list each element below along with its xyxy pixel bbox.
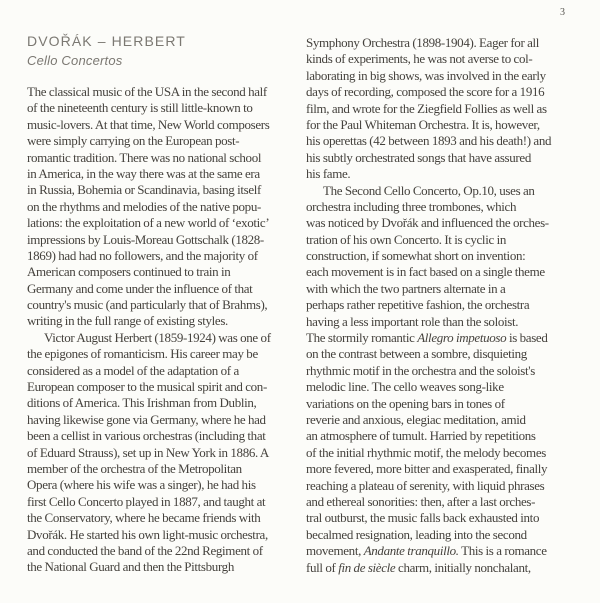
- text-line: 1869) had had no followers, and the majority of: [27, 247, 258, 263]
- text-line: impressions by Louis-Moreau Gottschalk (1828-: [27, 231, 264, 247]
- text-line: Dvořák. He started his own light-music orchestra,: [27, 526, 268, 542]
- text-line: having likewise gone via Germany, where he had: [27, 411, 266, 427]
- text-line: Victor August Herbert (1859-1924) was one of: [44, 329, 271, 345]
- text-line: kinds of experiments, he was not averse to col-: [306, 51, 533, 67]
- text-line: full of fin de siècle charm, initially nonchalant,: [306, 559, 531, 575]
- text-line: having a less important role than the soloist.: [306, 313, 519, 329]
- text-line: his subtly orchestrated songs that have assured: [306, 149, 531, 165]
- text-line: member of the orchestra of the Metropolitan: [27, 460, 242, 476]
- text-line: film, and wrote for the Ziegfield Follies as well as: [306, 100, 547, 116]
- text-line: rhythmic motif in the orchestra and the soloist's: [306, 362, 535, 378]
- text-line: music-lovers. At that time, New World composers: [27, 116, 270, 132]
- text-line: been a cellist in various orchestras (including that: [27, 428, 266, 444]
- article-header: [27, 33, 186, 68]
- text-line: tral outburst, the music falls back exhausted into: [306, 510, 540, 526]
- text-line: the epigones of romanticism. His career may be: [27, 346, 258, 362]
- text-line: days of recording, composed the score for a 1916: [306, 84, 545, 100]
- text-line: in Russia, Bohemia or Scandinavia, basing itself: [27, 182, 262, 198]
- text-line: the National Guard and then the Pittsburgh: [27, 559, 234, 575]
- text-line: melodic line. The cello weaves song-like: [306, 379, 504, 395]
- text-line: each movement is in fact based on a single theme: [306, 264, 545, 280]
- text-line: laborating in big shows, was involved in the early: [306, 67, 546, 83]
- text-line: the Conservatory, where he became friends with: [27, 510, 261, 526]
- text-line: considered as a model of the adaptation of a: [27, 362, 239, 378]
- text-line: and conducted the band of the 22nd Regiment of: [27, 542, 263, 558]
- right-column: [306, 35, 578, 576]
- text-line: for the Paul Whiteman Orchestra. It is, however,: [306, 116, 540, 132]
- text-line: reverie and anxious, elegiac meditation, amid: [306, 411, 526, 427]
- text-line: Opera (where his wife was a singer), he had his: [27, 477, 256, 493]
- text-line: an atmosphere of tumult. Harried by repetitions: [306, 428, 536, 444]
- article-title: DVOŘÁK – HERBERT: [27, 33, 186, 49]
- text-line: writing in the full range of existing styles.: [27, 313, 228, 329]
- text-line: lations: the exploitation of a new world of ‘exotic’: [27, 215, 270, 231]
- text-line: movement, Andante tranquillo. This is a romance: [306, 543, 547, 559]
- text-line: Symphony Orchestra (1898-1904). Eager for all: [306, 35, 540, 50]
- text-line: on the contrast between a sombre, disquieting: [306, 346, 527, 362]
- text-line: construction, if somewhat short on invention:: [306, 248, 526, 264]
- text-line: variations on the opening bars in tones of: [306, 395, 505, 411]
- text-line: Germany and come under the influence of that: [27, 280, 253, 296]
- text-line: becalmed resignation, leading into the second: [306, 526, 527, 542]
- page-number: 3: [560, 7, 565, 18]
- text-line: were simply carrying on the European post-: [27, 133, 240, 149]
- text-line: The Second Cello Concerto, Op.10, uses an: [323, 182, 535, 198]
- text-line: of Eduard Strauss), set up in New York in 1886. A: [27, 444, 269, 460]
- text-line: with which the two partners alternate in a: [306, 280, 506, 296]
- text-line: American composers continued to train in: [27, 264, 231, 280]
- text-line: romantic tradition. There was no national school: [27, 149, 262, 165]
- text-line: tration of his own Concerto. It is cyclic in: [306, 231, 506, 247]
- text-line: his fame.: [306, 166, 351, 182]
- text-line: and ethereal sonorities: then, after a last orches-: [306, 493, 536, 509]
- article-subtitle: Cello Concertos: [27, 53, 123, 68]
- text-line: orchestra including three trombones, which: [306, 198, 517, 214]
- text-line: of the nineteenth century is still little-known to: [27, 100, 253, 116]
- text-line: more fevered, more bitter and exasperated, finally: [306, 461, 548, 477]
- text-line: in America, in the way there was at the same era: [27, 165, 260, 181]
- text-line: on the rhythms and melodies of the native popu-: [27, 198, 261, 214]
- text-line: ditions of America. This Irishman from Dublin,: [27, 395, 257, 411]
- text-line: perhaps rather repetitive fashion, the orchestra: [306, 297, 530, 313]
- text-line: was noticed by Dvořák and influenced the orches-: [306, 215, 549, 231]
- text-line: his operettas (42 between 1893 and his death!) and: [306, 133, 552, 149]
- text-line: European composer to the musical spirit and con-: [27, 379, 267, 395]
- text-line: country's music (and particularly that of Brahms),: [27, 297, 268, 313]
- text-line: of the initial rhythmic motif, the melody becomes: [306, 444, 546, 460]
- text-line: reaching a plateau of serenity, with liquid phrases: [306, 477, 545, 493]
- text-line: The stormily romantic Allegro impetuoso is based: [306, 330, 548, 346]
- left-column: [27, 84, 299, 576]
- text-line: The classical music of the USA in the second half: [27, 84, 267, 99]
- text-line: first Cello Concerto played in 1887, and taught at: [27, 493, 266, 509]
